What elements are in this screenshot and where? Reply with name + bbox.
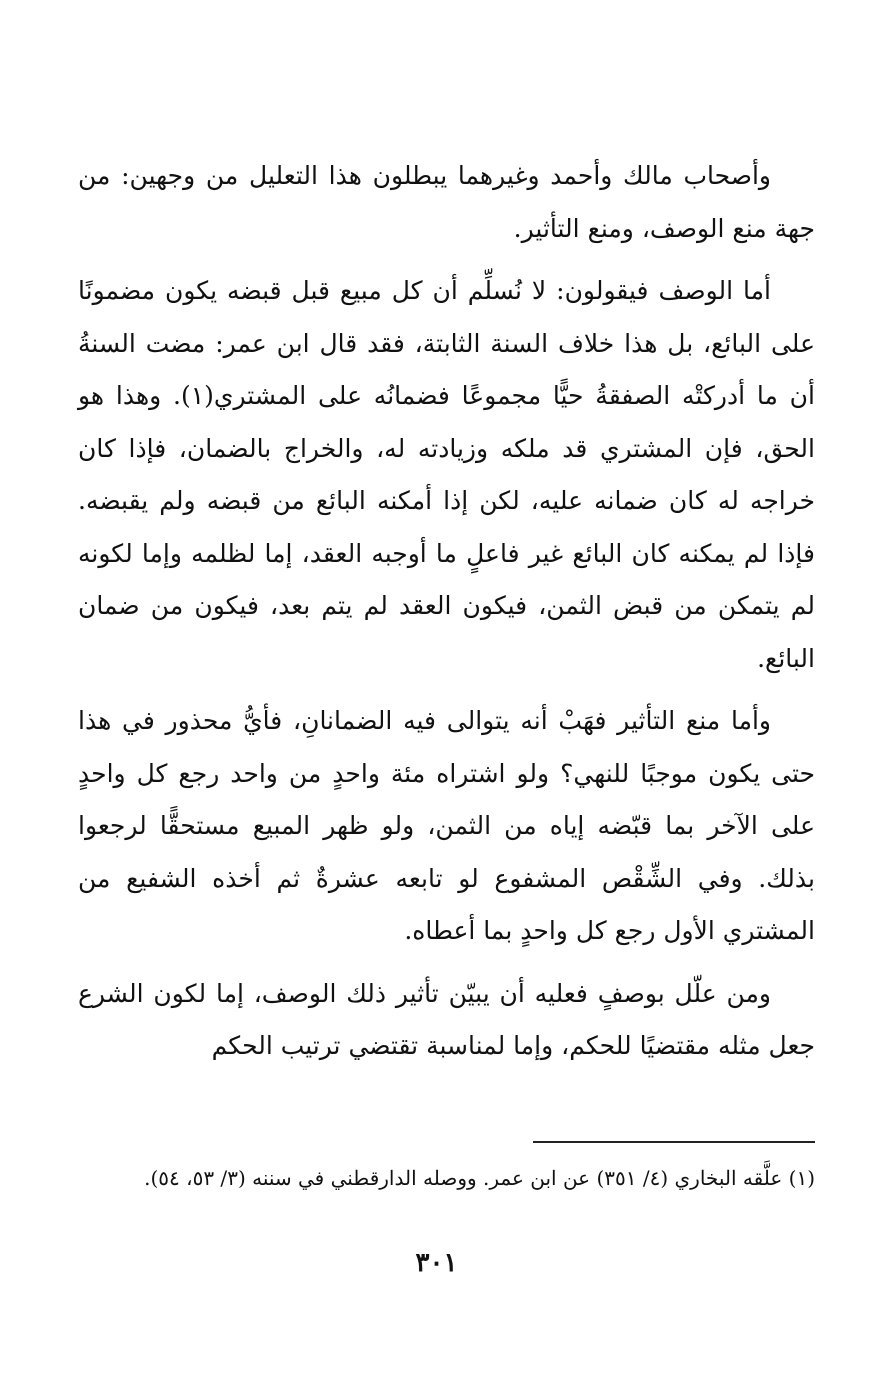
footnote-separator [533,1141,815,1143]
page-number: ٣٠١ [415,1248,458,1278]
footnote: (١) علَّقه البخاري (٤/ ٣٥١) عن ابن عمر. ووصله الدارقطني في سننه (٣/ ٥٣، ٥٤). [144,1166,815,1190]
paragraph-1: وأصحاب مالك وأحمد وغيرهما يبطلون هذا التعليل من وجهين: من جهة منع الوصف، ومنع التأثير. [78,161,815,243]
paragraph-4: ومن علّل بوصفٍ فعليه أن يبيّن تأثير ذلك الوصف، إما لكون الشرع جعل مثله مقتضيًا للحكم، وإما لمناسبة تقتضي ترتيب الحكم [78,978,815,1060]
paragraph-2: أما الوصف فيقولون: لا نُسلِّم أن كل مبيع قبل قبضه يكون مضمونًا على البائع، بل هذا خلاف السنة الثابتة، فقد قال ابن عمر: مضت السنةُ أن ما أدركتْه الصفقةُ حيًّا مجموعًا فضمانُه على المشتري(١). وهذا هو الحق، فإن المشتري قد ملكه وزيادته له، والخراج بالضمان، فإذا كان خراجه له كان ضمانه عليه، لكن إذا أمكنه البائع من قبضه ولم يقبضه. فإذا لم يمكنه كان البائع غير فاعلٍ ما أوجبه العقد، إما لظلمه وإما لكونه لم يتمكن من قبض الثمن، فيكون العقد لم يتم بعد، فيكون من ضمان البائع. [78,276,815,673]
paragraph-3: وأما منع التأثير فهَبْ أنه يتوالى فيه الضمانانِ، فأيُّ محذور في هذا حتى يكون موجبًا للنهي؟ ولو اشتراه مئة واحدٍ من واحد رجع كل واحدٍ على الآخر بما قبّضه إياه من الثمن، ولو ظهر المبيع مستحقًّا لرجعوا بذلك. وفي الشِّقْص المشفوع لو تابعه عشرةٌ ثم أخذه الشفيع من المشتري الأول رجع كل واحدٍ بما أعطاه. [78,706,815,945]
main-text [78,150,815,1083]
